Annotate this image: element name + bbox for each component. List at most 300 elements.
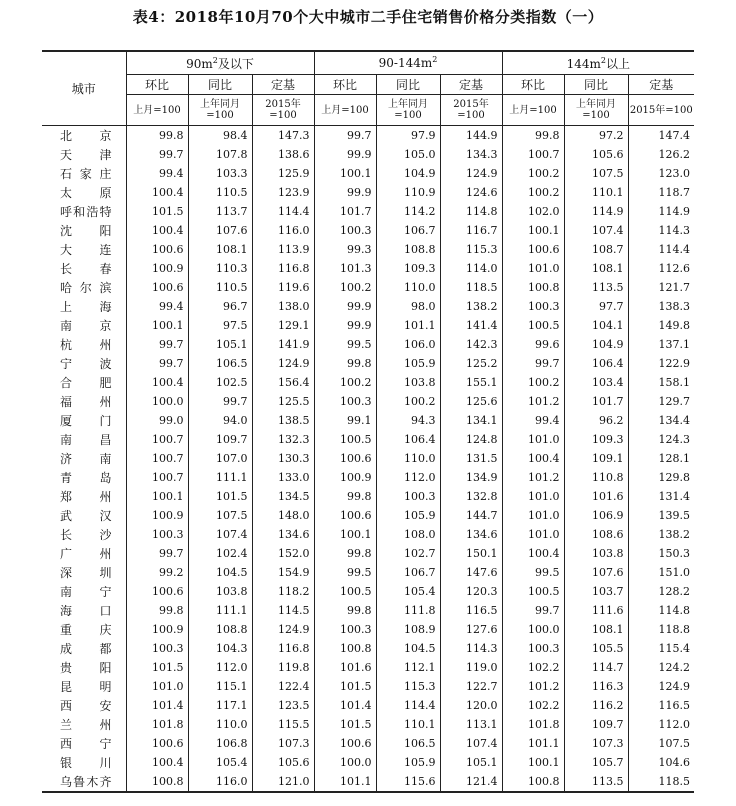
- index-value: 102.0: [502, 202, 564, 221]
- index-value: 134.1: [440, 411, 502, 430]
- city-name: 西安: [60, 699, 112, 713]
- index-value: 104.6: [628, 753, 694, 772]
- index-value: 100.1: [502, 221, 564, 240]
- table-row: [42, 316, 694, 335]
- index-value: 100.2: [376, 392, 440, 411]
- index-value: 99.7: [126, 354, 188, 373]
- index-value: 99.8: [126, 601, 188, 620]
- index-value: 97.5: [188, 316, 252, 335]
- index-value: 100.3: [314, 620, 376, 639]
- index-value: 113.1: [440, 715, 502, 734]
- index-value: 107.6: [188, 221, 252, 240]
- city-name: 贵阳: [60, 661, 112, 675]
- index-value: 124.3: [628, 430, 694, 449]
- index-value: 102.2: [502, 696, 564, 715]
- index-value: 100.9: [126, 506, 188, 525]
- index-value: 99.5: [314, 563, 376, 582]
- index-value: 108.6: [564, 525, 628, 544]
- index-value: 100.6: [126, 734, 188, 753]
- table-row: [42, 449, 694, 468]
- index-value: 151.0: [628, 563, 694, 582]
- index-value: 116.0: [188, 772, 252, 792]
- index-value: 101.0: [502, 487, 564, 506]
- index-value: 132.3: [252, 430, 314, 449]
- base-header: 上月=100: [314, 95, 376, 126]
- index-value: 119.6: [252, 278, 314, 297]
- index-value: 112.0: [188, 658, 252, 677]
- city-name: 大连: [60, 243, 112, 257]
- city-name: 杭州: [60, 338, 112, 352]
- city-name: 乌鲁木齐: [42, 772, 126, 792]
- index-value: 101.2: [502, 468, 564, 487]
- sub-header-mom: 环比: [314, 75, 376, 95]
- base-header: 2015年=100: [252, 95, 314, 126]
- index-value: 114.4: [252, 202, 314, 221]
- index-value: 116.3: [564, 677, 628, 696]
- index-value: 100.1: [502, 753, 564, 772]
- index-value: 100.8: [502, 278, 564, 297]
- index-value: 114.9: [628, 202, 694, 221]
- index-value: 110.0: [188, 715, 252, 734]
- table-row: [42, 392, 694, 411]
- index-value: 116.8: [252, 639, 314, 658]
- index-value: 124.9: [628, 677, 694, 696]
- base-header: 2015年=100: [440, 95, 502, 126]
- index-value: 110.0: [376, 278, 440, 297]
- index-value: 105.6: [252, 753, 314, 772]
- index-value: 103.8: [564, 544, 628, 563]
- index-value: 114.2: [376, 202, 440, 221]
- table-row: [42, 373, 694, 392]
- index-value: 99.7: [126, 544, 188, 563]
- index-value: 100.7: [126, 430, 188, 449]
- index-value: 100.7: [126, 449, 188, 468]
- index-value: 124.9: [252, 620, 314, 639]
- index-value: 141.4: [440, 316, 502, 335]
- table-row: [42, 183, 694, 202]
- index-value: 101.6: [314, 658, 376, 677]
- index-value: 154.9: [252, 563, 314, 582]
- index-value: 114.9: [564, 202, 628, 221]
- index-value: 99.7: [188, 392, 252, 411]
- index-value: 105.9: [376, 753, 440, 772]
- index-value: 105.7: [564, 753, 628, 772]
- table-row: [42, 411, 694, 430]
- table-row: [42, 278, 694, 297]
- index-value: 125.5: [252, 392, 314, 411]
- group-header-large: $144m^2$以上: [502, 51, 694, 75]
- index-value: 107.5: [564, 164, 628, 183]
- index-value: 106.0: [376, 335, 440, 354]
- index-value: 127.6: [440, 620, 502, 639]
- table-row: [42, 145, 694, 164]
- base-header: 2015年=100: [628, 95, 694, 126]
- table-row: [42, 259, 694, 278]
- city-name: 海口: [60, 604, 112, 618]
- index-value: 101.4: [314, 696, 376, 715]
- index-value: 114.4: [628, 240, 694, 259]
- city-name: 沈阳: [60, 224, 112, 238]
- index-value: 114.5: [252, 601, 314, 620]
- sub-header-yoy: 同比: [376, 75, 440, 95]
- index-value: 107.5: [628, 734, 694, 753]
- index-value: 99.8: [502, 126, 564, 146]
- index-value: 114.8: [440, 202, 502, 221]
- index-value: 101.7: [564, 392, 628, 411]
- index-value: 100.6: [126, 278, 188, 297]
- index-value: 102.4: [188, 544, 252, 563]
- index-value: 99.7: [502, 601, 564, 620]
- index-value: 103.7: [564, 582, 628, 601]
- index-value: 99.4: [126, 297, 188, 316]
- index-value: 128.1: [628, 449, 694, 468]
- index-value: 149.8: [628, 316, 694, 335]
- index-value: 114.3: [440, 639, 502, 658]
- index-value: 99.2: [126, 563, 188, 582]
- index-value: 100.6: [126, 240, 188, 259]
- index-value: 101.8: [502, 715, 564, 734]
- table-row: [42, 297, 694, 316]
- index-value: 113.5: [564, 278, 628, 297]
- index-value: 105.9: [376, 506, 440, 525]
- index-value: 150.1: [440, 544, 502, 563]
- index-value: 99.8: [314, 487, 376, 506]
- index-value: 108.7: [564, 240, 628, 259]
- index-value: 155.1: [440, 373, 502, 392]
- city-name: 天津: [60, 148, 112, 162]
- index-value: 147.3: [252, 126, 314, 146]
- index-value: 116.7: [440, 221, 502, 240]
- index-value: 138.2: [628, 525, 694, 544]
- index-value: 152.0: [252, 544, 314, 563]
- index-value: 116.8: [252, 259, 314, 278]
- index-value: 114.4: [376, 696, 440, 715]
- table-row: [42, 430, 694, 449]
- index-value: 105.4: [188, 753, 252, 772]
- index-value: 99.5: [314, 335, 376, 354]
- city-column-header: 城市: [42, 51, 126, 126]
- table-row: [42, 240, 694, 259]
- index-value: 100.6: [314, 449, 376, 468]
- table-row: [42, 525, 694, 544]
- index-value: 94.3: [376, 411, 440, 430]
- index-value: 101.1: [376, 316, 440, 335]
- index-value: 99.4: [502, 411, 564, 430]
- index-value: 100.3: [502, 297, 564, 316]
- index-value: 101.1: [314, 772, 376, 792]
- index-value: 107.4: [188, 525, 252, 544]
- index-value: 144.7: [440, 506, 502, 525]
- index-value: 100.4: [502, 449, 564, 468]
- base-header: 上月=100: [502, 95, 564, 126]
- index-value: 110.9: [376, 183, 440, 202]
- index-value: 105.5: [564, 639, 628, 658]
- index-value: 100.3: [126, 639, 188, 658]
- index-value: 118.8: [628, 620, 694, 639]
- sub-header-fixed-base: 定基: [628, 75, 694, 95]
- city-name: 南京: [60, 319, 112, 333]
- index-value: 126.2: [628, 145, 694, 164]
- index-value: 121.4: [440, 772, 502, 792]
- city-name: 呼和浩特: [60, 205, 112, 219]
- index-value: 101.0: [502, 259, 564, 278]
- index-value: 124.6: [440, 183, 502, 202]
- index-value: 134.5: [252, 487, 314, 506]
- index-value: 100.6: [126, 582, 188, 601]
- index-value: 99.8: [126, 126, 188, 146]
- index-value: 111.1: [188, 468, 252, 487]
- index-value: 101.0: [502, 506, 564, 525]
- index-value: 158.1: [628, 373, 694, 392]
- index-value: 134.4: [628, 411, 694, 430]
- sub-header-yoy: 同比: [564, 75, 628, 95]
- index-value: 101.5: [314, 715, 376, 734]
- index-value: 99.7: [126, 335, 188, 354]
- index-value: 139.5: [628, 506, 694, 525]
- index-value: 104.5: [376, 639, 440, 658]
- index-value: 124.9: [252, 354, 314, 373]
- table-row: [42, 734, 694, 753]
- index-value: 107.5: [188, 506, 252, 525]
- city-name: 南昌: [60, 433, 112, 447]
- index-value: 112.0: [376, 468, 440, 487]
- index-value: 108.1: [564, 259, 628, 278]
- index-value: 131.5: [440, 449, 502, 468]
- index-value: 118.2: [252, 582, 314, 601]
- index-value: 111.1: [188, 601, 252, 620]
- index-value: 100.3: [314, 221, 376, 240]
- table-row: [42, 563, 694, 582]
- index-value: 104.9: [376, 164, 440, 183]
- table-row: [42, 582, 694, 601]
- index-value: 110.1: [376, 715, 440, 734]
- index-value: 105.0: [376, 145, 440, 164]
- table-row: [42, 506, 694, 525]
- city-name: 上海: [60, 300, 112, 314]
- sub-header-yoy: 同比: [188, 75, 252, 95]
- index-value: 100.1: [314, 525, 376, 544]
- index-value: 110.5: [188, 278, 252, 297]
- city-name: 重庆: [60, 623, 112, 637]
- index-value: 129.8: [628, 468, 694, 487]
- index-value: 138.2: [440, 297, 502, 316]
- index-value: 99.7: [314, 126, 376, 146]
- index-value: 106.4: [564, 354, 628, 373]
- index-value: 100.9: [126, 259, 188, 278]
- index-value: 109.3: [376, 259, 440, 278]
- index-value: 123.5: [252, 696, 314, 715]
- index-value: 138.0: [252, 297, 314, 316]
- city-name: 深圳: [60, 566, 112, 580]
- index-value: 123.0: [628, 164, 694, 183]
- index-value: 108.0: [376, 525, 440, 544]
- index-value: 103.8: [376, 373, 440, 392]
- index-value: 106.8: [188, 734, 252, 753]
- city-name: 昆明: [60, 680, 112, 694]
- index-value: 107.3: [564, 734, 628, 753]
- index-value: 114.8: [628, 601, 694, 620]
- city-name: 宁波: [60, 357, 112, 371]
- index-value: 94.0: [188, 411, 252, 430]
- index-value: 101.0: [502, 525, 564, 544]
- index-value: 101.3: [314, 259, 376, 278]
- index-value: 98.4: [188, 126, 252, 146]
- index-value: 101.2: [502, 677, 564, 696]
- index-value: 110.1: [564, 183, 628, 202]
- index-value: 100.1: [126, 487, 188, 506]
- sub-header-fixed-base: 定基: [440, 75, 502, 95]
- index-value: 116.2: [564, 696, 628, 715]
- table-row: [42, 164, 694, 183]
- index-value: 122.7: [440, 677, 502, 696]
- index-value: 125.9: [252, 164, 314, 183]
- index-value: 122.9: [628, 354, 694, 373]
- city-name: 郑州: [60, 490, 112, 504]
- index-value: 100.4: [502, 544, 564, 563]
- city-name: 长沙: [60, 528, 112, 542]
- index-value: 100.2: [502, 183, 564, 202]
- index-value: 119.0: [440, 658, 502, 677]
- index-value: 99.9: [314, 145, 376, 164]
- index-value: 99.0: [126, 411, 188, 430]
- table-row: [42, 544, 694, 563]
- city-name: 青岛: [60, 471, 112, 485]
- index-value: 132.8: [440, 487, 502, 506]
- index-value: 129.7: [628, 392, 694, 411]
- index-value: 104.5: [188, 563, 252, 582]
- table-row: [42, 639, 694, 658]
- index-value: 107.4: [440, 734, 502, 753]
- index-value: 99.3: [314, 240, 376, 259]
- index-value: 100.6: [314, 506, 376, 525]
- city-name: 武汉: [60, 509, 112, 523]
- index-value: 108.8: [188, 620, 252, 639]
- index-value: 98.0: [376, 297, 440, 316]
- index-value: 97.2: [564, 126, 628, 146]
- index-value: 99.7: [502, 354, 564, 373]
- city-name: 厦门: [60, 414, 112, 428]
- index-value: 96.7: [188, 297, 252, 316]
- table-row: [42, 126, 694, 146]
- index-value: 147.6: [440, 563, 502, 582]
- index-value: 118.5: [440, 278, 502, 297]
- table-row: [42, 468, 694, 487]
- index-value: 121.0: [252, 772, 314, 792]
- index-value: 112.6: [628, 259, 694, 278]
- index-value: 100.7: [502, 145, 564, 164]
- index-value: 100.9: [314, 468, 376, 487]
- index-value: 128.2: [628, 582, 694, 601]
- index-value: 105.4: [376, 582, 440, 601]
- index-value: 100.0: [314, 753, 376, 772]
- table-title: 表4：2018年10月70个大中城市二手住宅销售价格分类指数（一）: [132, 8, 604, 26]
- index-value: 100.2: [502, 164, 564, 183]
- index-value: 105.1: [440, 753, 502, 772]
- index-value: 116.5: [628, 696, 694, 715]
- index-value: 99.1: [314, 411, 376, 430]
- index-value: 103.4: [564, 373, 628, 392]
- index-value: 120.3: [440, 582, 502, 601]
- index-value: 124.9: [440, 164, 502, 183]
- table-row: [42, 753, 694, 772]
- index-value: 156.4: [252, 373, 314, 392]
- index-value: 101.5: [314, 677, 376, 696]
- index-value: 103.8: [188, 582, 252, 601]
- index-value: 109.7: [188, 430, 252, 449]
- index-value: 100.8: [502, 772, 564, 792]
- index-value: 99.8: [314, 601, 376, 620]
- index-value: 102.2: [502, 658, 564, 677]
- index-value: 130.3: [252, 449, 314, 468]
- index-value: 100.0: [126, 392, 188, 411]
- base-header: 上年同月=100: [376, 95, 440, 126]
- sub-header-fixed-base: 定基: [252, 75, 314, 95]
- index-value: 100.5: [502, 582, 564, 601]
- index-value: 110.3: [188, 259, 252, 278]
- table-row: [42, 354, 694, 373]
- table-row: [42, 696, 694, 715]
- index-value: 116.0: [252, 221, 314, 240]
- index-value: 100.4: [126, 753, 188, 772]
- index-value: 106.5: [376, 734, 440, 753]
- index-value: 112.1: [376, 658, 440, 677]
- index-value: 138.5: [252, 411, 314, 430]
- city-name: 济南: [60, 452, 112, 466]
- index-value: 114.0: [440, 259, 502, 278]
- index-value: 104.1: [564, 316, 628, 335]
- city-name: 福州: [60, 395, 112, 409]
- index-value: 108.1: [188, 240, 252, 259]
- index-value: 118.5: [628, 772, 694, 792]
- index-value: 134.6: [440, 525, 502, 544]
- index-value: 116.5: [440, 601, 502, 620]
- index-value: 99.9: [314, 297, 376, 316]
- index-value: 100.9: [126, 620, 188, 639]
- index-value: 106.9: [564, 506, 628, 525]
- index-value: 100.3: [126, 525, 188, 544]
- index-value: 100.1: [314, 164, 376, 183]
- sub-header-mom: 环比: [126, 75, 188, 95]
- index-value: 114.7: [564, 658, 628, 677]
- index-value: 105.1: [188, 335, 252, 354]
- index-value: 107.8: [188, 145, 252, 164]
- index-value: 99.7: [126, 145, 188, 164]
- city-name: 南宁: [60, 585, 112, 599]
- index-value: 99.8: [314, 544, 376, 563]
- index-value: 137.1: [628, 335, 694, 354]
- index-value: 115.5: [252, 715, 314, 734]
- index-value: 148.0: [252, 506, 314, 525]
- index-value: 111.8: [376, 601, 440, 620]
- index-value: 101.0: [502, 430, 564, 449]
- table-row: [42, 601, 694, 620]
- city-name: 北京: [60, 129, 112, 143]
- city-name: 兰州: [60, 718, 112, 732]
- index-value: 113.5: [564, 772, 628, 792]
- index-value: 109.3: [564, 430, 628, 449]
- index-value: 110.5: [188, 183, 252, 202]
- index-value: 100.7: [126, 468, 188, 487]
- index-value: 144.9: [440, 126, 502, 146]
- index-value: 101.5: [126, 658, 188, 677]
- index-value: 100.4: [126, 221, 188, 240]
- city-name: 成都: [60, 642, 112, 656]
- index-value: 101.6: [564, 487, 628, 506]
- index-value: 114.3: [628, 221, 694, 240]
- index-value: 134.6: [252, 525, 314, 544]
- table-row: [42, 221, 694, 240]
- table-row: [42, 202, 694, 221]
